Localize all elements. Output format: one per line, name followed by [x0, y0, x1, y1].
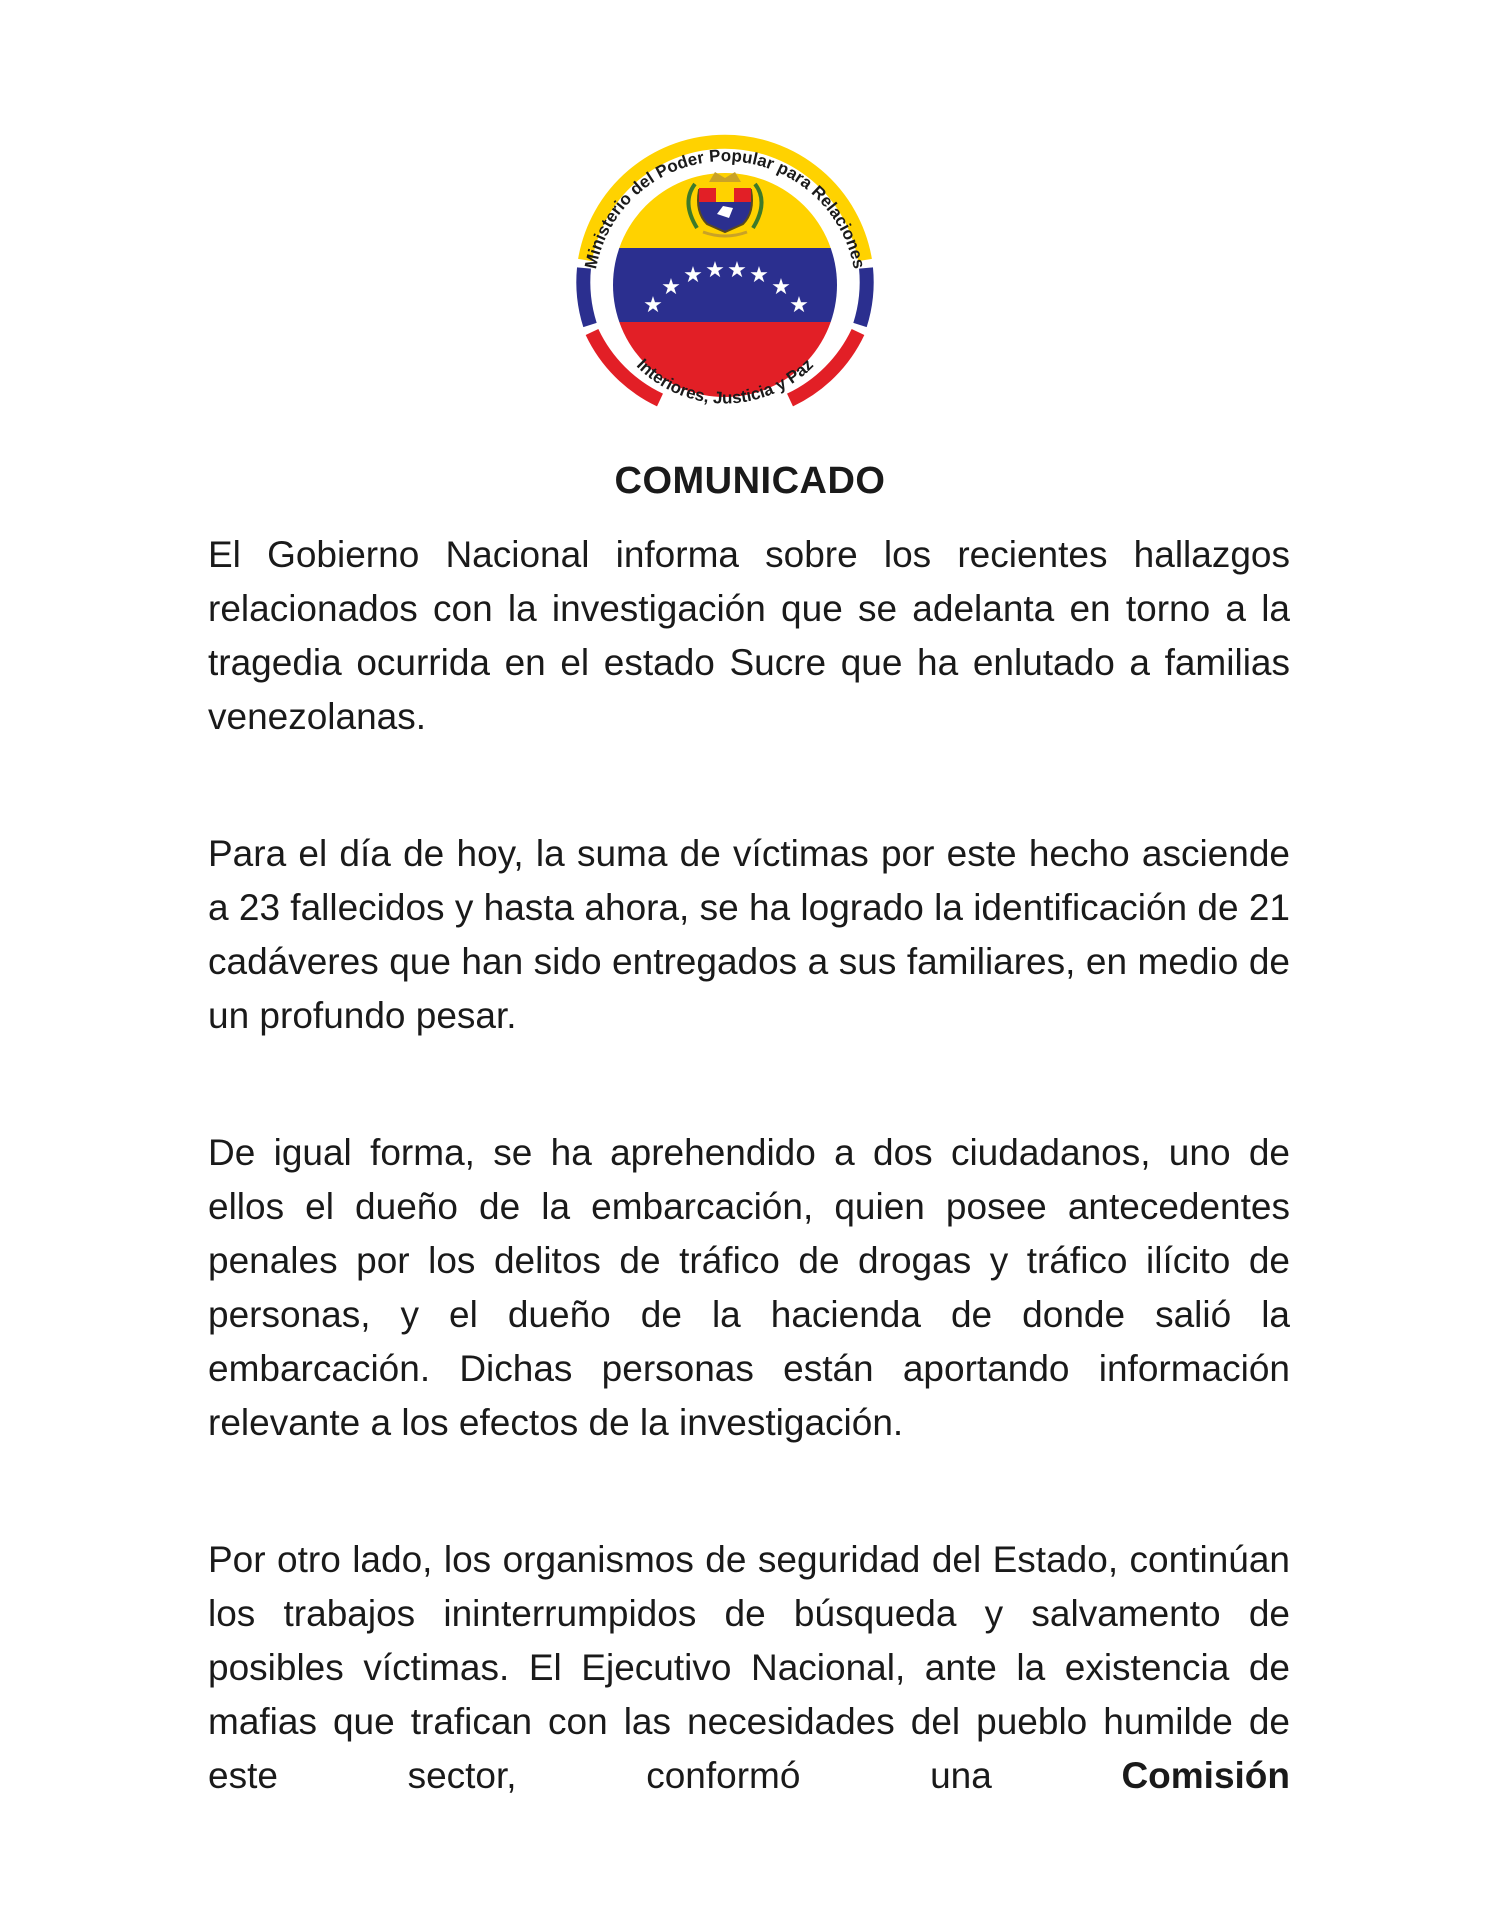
svg-text:★: ★	[643, 293, 663, 318]
ministry-logo	[550, 130, 900, 430]
paragraph-last-text: Por otro lado, los organismos de seguridad del Estado, continúan los trabajos ininterrumpidos de búsqueda y salvamento de posibles víctimas. El Ejecutivo Nacional, ante la existencia de mafias que trafican con las necesidades del pueblo humilde de este sector, conformó una	[208, 1539, 1290, 1796]
svg-text:★: ★	[661, 275, 681, 300]
paragraph: El Gobierno Nacional informa sobre los recientes hallazgos relacionados con la investigación que se adelanta en torno a la tragedia ocurrida en el estado Sucre que ha enlutado a familias venezolanas.	[208, 534, 1290, 737]
svg-text:★: ★	[749, 263, 769, 288]
svg-text:★: ★	[789, 293, 809, 318]
svg-text:★: ★	[771, 275, 791, 300]
logo-ring-blue-right	[860, 268, 867, 325]
document-title: COMUNICADO	[614, 460, 886, 502]
logo-ring-text-bottom: Interiores, Justicia y Paz	[633, 354, 817, 408]
paragraph-last-bold: Comisión	[1121, 1755, 1290, 1796]
paragraph: De igual forma, se ha aprehendido a dos ciudadanos, uno de ellos el dueño de la embarcación, quien posee antecedentes penales por los delitos de tráfico de drogas y tráfico ilícito de personas, y el dueño de la hacienda de donde salió la embarcación. Dichas personas están aportando información relevante a los efectos de la investigación.	[208, 1132, 1290, 1443]
logo-ring-text-top: Ministerio del Poder Popular para Relaciones	[581, 146, 869, 271]
paragraph-last	[208, 1533, 1290, 1803]
svg-text:★: ★	[705, 258, 725, 283]
document-body	[208, 528, 1290, 1803]
logo-ring-blue-left	[583, 268, 590, 325]
svg-text:★: ★	[683, 263, 703, 288]
svg-text:★: ★	[727, 258, 747, 283]
paragraph: Para el día de hoy, la suma de víctimas por este hecho asciende a 23 fallecidos y hasta ahora, se ha logrado la identificación de 21 cadáveres que han sido entregados a sus familiares, en medio de un profundo pesar.	[208, 833, 1290, 1036]
